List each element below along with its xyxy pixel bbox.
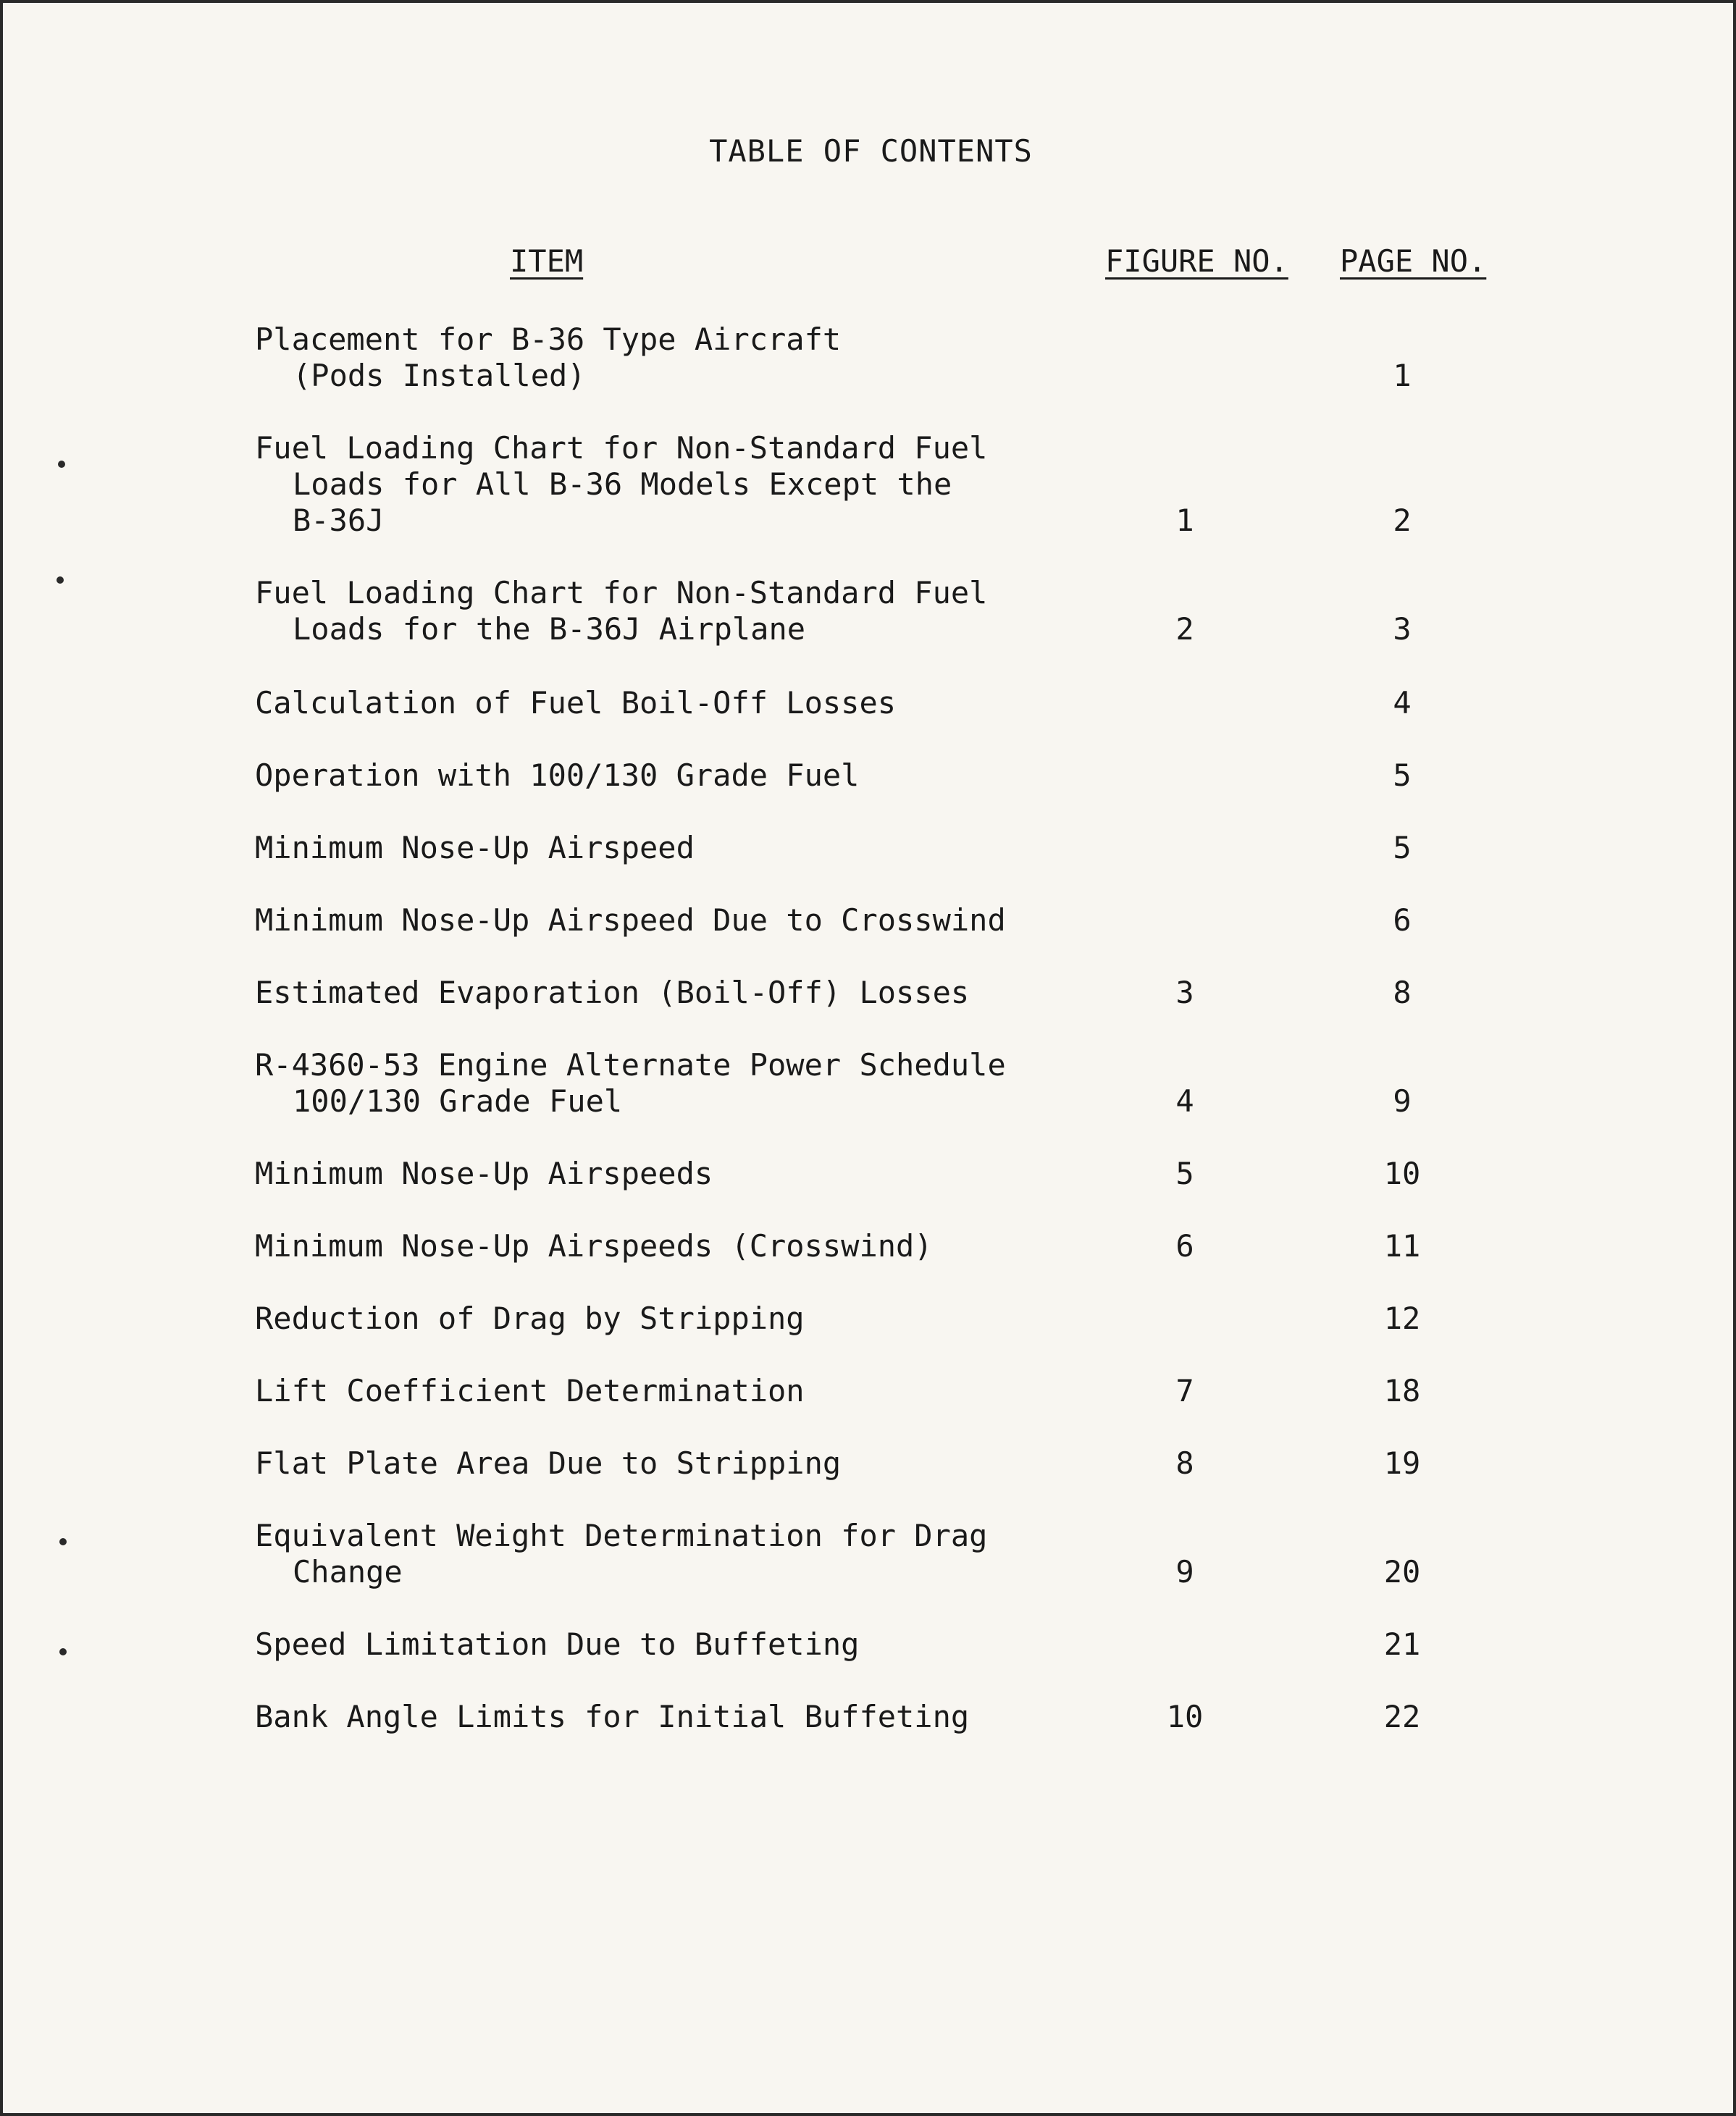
entry-page-number: 18 (1383, 1373, 1421, 1408)
entry-page-number: 11 (1383, 1228, 1421, 1264)
entry-page-number: 1 (1393, 358, 1412, 393)
entry-figure-number: 9 (1175, 1554, 1194, 1590)
entry-text-line: (Pods Installed) (293, 358, 586, 393)
entry-text-line: Placement for B-36 Type Aircraft (255, 322, 842, 357)
entry-text-line: Calculation of Fuel Boil-Off Losses (255, 685, 897, 721)
entry-page-number: 9 (1393, 1083, 1412, 1119)
entry-text-line: Change (293, 1554, 403, 1590)
entry-figure-number: 1 (1175, 503, 1194, 538)
entry-page-number: 20 (1383, 1554, 1421, 1590)
entry-figure-number: 5 (1175, 1156, 1194, 1191)
entry-page-number: 4 (1393, 685, 1412, 721)
entry-text-line: Loads for the B-36J Airplane (293, 611, 806, 647)
entry-figure-number: 6 (1175, 1228, 1194, 1264)
entry-text-line: Bank Angle Limits for Initial Buffeting (255, 1699, 970, 1734)
entry-page-number: 10 (1383, 1156, 1421, 1191)
binder-hole-mark (59, 1538, 67, 1545)
entry-figure-number: 4 (1175, 1083, 1194, 1119)
entry-text-line: Reduction of Drag by Stripping (255, 1301, 805, 1336)
entry-page-number: 5 (1393, 757, 1412, 793)
entry-text-line: Speed Limitation Due to Buffeting (255, 1626, 860, 1662)
entry-page-number: 21 (1383, 1626, 1421, 1662)
entry-figure-number: 3 (1175, 975, 1194, 1010)
entry-text-line: Fuel Loading Chart for Non-Standard Fuel (255, 430, 988, 466)
entry-page-number: 19 (1383, 1445, 1421, 1481)
entry-page-number: 5 (1393, 830, 1412, 865)
entry-text-line: Minimum Nose-Up Airspeed (255, 830, 695, 865)
entry-text-line: Fuel Loading Chart for Non-Standard Fuel (255, 575, 988, 610)
entry-text-line: Minimum Nose-Up Airspeed Due to Crosswind (255, 902, 1006, 938)
entry-figure-number: 2 (1175, 611, 1194, 647)
entry-text-line: Loads for All B-36 Models Except the (293, 466, 952, 502)
figure-column-header: FIGURE NO. (1105, 243, 1288, 279)
binder-hole-mark (59, 1648, 67, 1655)
entry-text-line: Flat Plate Area Due to Stripping (255, 1445, 842, 1481)
entry-figure-number: 7 (1175, 1373, 1194, 1408)
entry-text-line: R-4360-53 Engine Alternate Power Schedule (255, 1047, 1006, 1083)
binder-hole-mark (58, 461, 65, 468)
entry-text-line: B-36J (293, 503, 385, 538)
item-column-header: ITEM (510, 243, 584, 279)
page-title: TABLE OF CONTENTS (709, 133, 1033, 169)
entry-page-number: 3 (1393, 611, 1412, 647)
entry-page-number: 22 (1383, 1699, 1421, 1734)
entry-text-line: Minimum Nose-Up Airspeeds (Crosswind) (255, 1228, 933, 1264)
entry-figure-number: 10 (1166, 1699, 1204, 1734)
entry-page-number: 12 (1383, 1301, 1421, 1336)
entry-text-line: Lift Coefficient Determination (255, 1373, 805, 1408)
binder-hole-mark (56, 576, 64, 584)
page-column-header: PAGE NO. (1340, 243, 1487, 279)
entry-text-line: 100/130 Grade Fuel (293, 1083, 623, 1119)
entry-page-number: 6 (1393, 902, 1412, 938)
entry-page-number: 8 (1393, 975, 1412, 1010)
entry-text-line: Estimated Evaporation (Boil-Off) Losses (255, 975, 970, 1010)
entry-text-line: Equivalent Weight Determination for Drag (255, 1518, 988, 1553)
entry-figure-number: 8 (1175, 1445, 1194, 1481)
entry-text-line: Minimum Nose-Up Airspeeds (255, 1156, 713, 1191)
entry-text-line: Operation with 100/130 Grade Fuel (255, 757, 860, 793)
entry-page-number: 2 (1393, 503, 1412, 538)
